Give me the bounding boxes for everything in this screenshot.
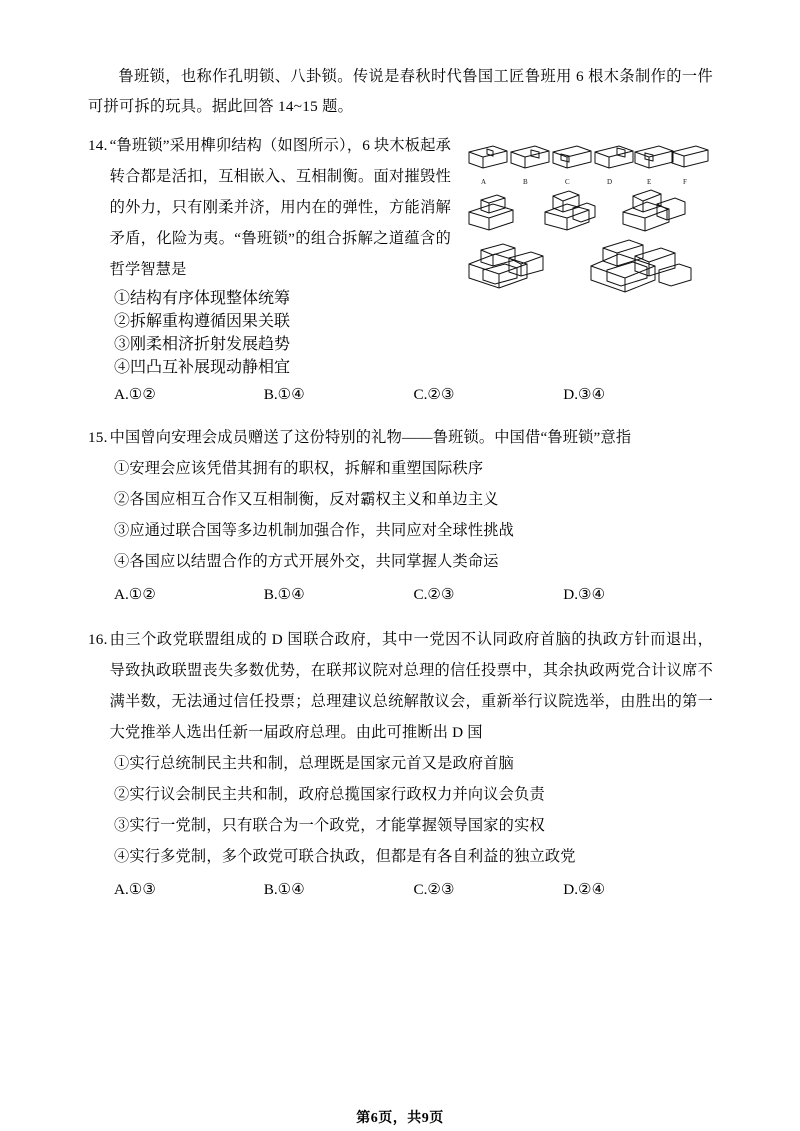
choice-b: B.①④ xyxy=(263,586,305,603)
option-item: ①实行总统制民主共和制，总理既是国家元首又是政府首脑 xyxy=(114,755,515,772)
question-14-options xyxy=(88,285,713,377)
option-item: ④各国应以结盟合作的方式开展外交，共同掌握人类命运 xyxy=(114,553,499,570)
question-15-choices xyxy=(88,579,713,610)
option-item: ③刚柔相济折射发展趋势 xyxy=(114,336,291,353)
question-14-stem: “鲁班锁”采用榫卯结构（如图所示），6 块木板起承转合都是活扣，互相嵌入、互相制衡。面对摧毁性的外力，只有刚柔并济，用内在的弹性，方能消解矛盾，化险为夷。“鲁班锁”的组合拆解之道蕴含的哲学智慧是 xyxy=(109,137,451,278)
option-item: ④实行多党制，多个政党可联合执政，但都是有各自利益的独立政党 xyxy=(114,848,576,865)
question-15-options xyxy=(88,453,713,577)
question-15-number: 15. xyxy=(88,429,108,446)
svg-text:F: F xyxy=(683,178,687,186)
svg-text:A: A xyxy=(481,178,487,186)
option-item: ①安理会应该凭借其拥有的职权，拆解和重塑国际秩序 xyxy=(114,460,484,477)
svg-text:E: E xyxy=(647,178,652,186)
question-16-choices xyxy=(88,874,713,905)
question-16-stem: 由三个政党联盟组成的 D 国联合政府，其中一党因不认同政府首脑的执政方针而退出，导致执政联盟丧失多数优势，在联邦议院对总理的信任投票中，其余执政两党合计议席不满半数，无法通过信任投票；总理建议总统解散议会，重新举行议院选举，由胜出的第一大党推举人选出任新一届政府总理。由此可推断出 D 国 xyxy=(109,631,713,741)
option-item: ①结构有序体现整体统筹 xyxy=(114,290,291,307)
svg-text:C: C xyxy=(565,178,570,186)
choice-a: A.①② xyxy=(114,386,156,403)
question-15 xyxy=(88,422,713,610)
question-16-number: 16. xyxy=(88,631,108,648)
choice-c: C.②③ xyxy=(413,586,455,603)
choice-d: D.③④ xyxy=(563,386,606,403)
question-14-row xyxy=(88,130,451,285)
luban-lock-diagram xyxy=(463,134,713,294)
question-15-stem: 中国曾向安理会成员赠送了这份特别的礼物——鲁班锁。中国借“鲁班锁”意指 xyxy=(109,429,632,446)
option-item: ③实行一党制，只有联合为一个政党，才能掌握领导国家的实权 xyxy=(114,817,545,834)
option-item: ③应通过联合国等多边机制加强合作，共同应对全球性挑战 xyxy=(114,522,515,539)
question-14-number: 14. xyxy=(88,137,108,154)
question-14 xyxy=(88,130,713,410)
question-14-choices xyxy=(88,379,713,410)
choice-d: D.②④ xyxy=(563,881,606,898)
choice-a: A.①② xyxy=(114,586,156,603)
question-16-options xyxy=(88,748,713,872)
intro-paragraph: 鲁班锁，也称作孔明锁、八卦锁。传说是春秋时代鲁国工匠鲁班用 6 根木条制作的一件可拼可拆的玩具。据此回答 14~15 题。 xyxy=(88,68,713,115)
option-item: ②实行议会制民主共和制，政府总揽国家行政权力并向议会负责 xyxy=(114,786,545,803)
page-footer: 第6页，共9页 xyxy=(356,1111,444,1126)
choice-a: A.①③ xyxy=(114,881,156,898)
question-16 xyxy=(88,624,713,905)
question-15-row xyxy=(88,422,713,453)
luban-lock-figure xyxy=(463,134,713,294)
choice-d: D.③④ xyxy=(563,586,606,603)
choice-c: C.②③ xyxy=(413,881,455,898)
option-item: ②拆解重构遵循因果关联 xyxy=(114,313,291,330)
question-16-row xyxy=(88,624,713,748)
svg-text:B: B xyxy=(523,178,528,186)
choice-c: C.②③ xyxy=(413,386,455,403)
svg-text:D: D xyxy=(607,178,613,186)
choice-b: B.①④ xyxy=(263,386,305,403)
page-content xyxy=(88,62,713,905)
option-item: ④凹凸互补展现动静相宜 xyxy=(114,359,291,376)
option-item: ②各国应相互合作又互相制衡，反对霸权主义和单边主义 xyxy=(114,491,499,508)
choice-b: B.①④ xyxy=(263,881,305,898)
